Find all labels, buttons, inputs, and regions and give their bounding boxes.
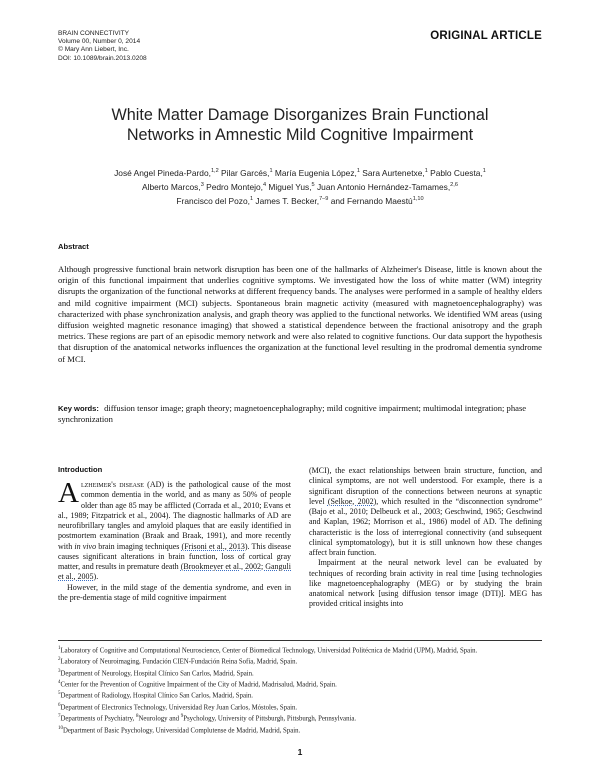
affiliation-marker: 1,2 [210, 168, 219, 174]
title-line-2: Networks in Amnestic Mild Cognitive Impairment [126, 126, 474, 144]
abstract-heading: Abstract [58, 242, 89, 251]
author: Pedro Montejo, [203, 182, 263, 192]
affiliation-marker: 1,10 [412, 196, 424, 203]
footnote: $^7$Departments of Psychiatry, $^8$Neurology and $^9$Psychology, University of Pittsburgh, Pittsburgh, Pennsylvania. [58, 714, 357, 723]
paragraph: Alzheimer's disease (AD) is the pathological cause of the most common dementia in the world, and as many as 50% of people older than age 85 may be afflicted (Corrada et al., 2010; Evans et al., 1989; Fitzpatrick et al., 2004). The diagnostic hallmarks of AD are neurofibrillary tangles and amyloid plaques that are easily identified in postmortem examination (Braak and Braak, 1991), and more recently with in vivo brain imaging techniques (Frisoni et al., 2013). This disease causes significant alterations in brain function, loss of cortical gray matter, and results in premature death (Brookmeyer et al., 2002; Ganguli et al., 2005). [58, 477, 292, 582]
journal-name: BRAIN CONNECTIVITY [58, 30, 130, 37]
journal-header [58, 30, 147, 63]
footnote: $^2$Laboratory of Neuroimaging, Fundación CIEN-Fundación Reina Sofía, Madrid, Spain. [58, 657, 298, 666]
doi-line: DOI: 10.1089/brain.2013.0208 [58, 54, 147, 62]
affiliation-marker: 1 [482, 168, 486, 174]
author: Alberto Marcos, [142, 182, 201, 192]
affiliation-marker: 1 [249, 196, 254, 203]
title-line-1: White Matter Damage Disorganizes Brain Functional [111, 106, 489, 124]
author: José Angel Pineda-Pardo, [114, 167, 211, 178]
author: Pablo Cuesta, [427, 167, 483, 178]
author: Juan Antonio Hernández-Tamames, [314, 182, 451, 192]
author-line-2 [58, 179, 542, 193]
copyright-line: © Mary Ann Liebert, Inc. [58, 46, 129, 54]
author: María Eugenia López, [272, 167, 357, 178]
affiliation-marker: 1 [269, 168, 273, 174]
volume-info: Volume 00, Number 0, 2014 [58, 38, 141, 46]
drop-cap: A [58, 477, 79, 509]
footnote: $^{10}$Department of Basic Psychology, Universidad Complutense de Madrid, Madrid, Spain. [58, 725, 301, 734]
affiliation-marker: 7–9 [319, 196, 329, 203]
footnote: $^5$Department of Radiology, Hospital Clínico San Carlos, Madrid, Spain. [58, 691, 253, 700]
abstract-text: Although progressive functional brain network disruption has been one of the hallmarks of Alzheimer's Disease, little is known about the origin of this functional impairment that underlies cognitive symptoms. We investigated how the loss of white matter (WM) integrity disrupts the organization of the functional networks at different frequency bands. The analyses were performed in a sample of healthy elders and mild cognitive impairment (MCI) subjects. Spontaneous brain magnetic activity (measured with magnetoencephalography) was characterized with phase synchronization analysis, and graph theory was applied to the functional networks. We identified WM areas (using diffusion weighted magnetic resonance imaging) that showed a statistical dependence between the fractional anisotropy and the graph metrics. These regions are part of an episodic memory network and were also related to cognitive functions. Our data support the hypothesis that disruption of the anatomical networks influences the organization at the functional level resulting in the prodromal dementia syndrome of MCI. [58, 264, 542, 364]
keywords-label: Key words: [58, 404, 99, 413]
affiliation-marker: 1 [424, 168, 428, 174]
footnote: $^4$Center for the Prevention of Cognitive Impairment of the City of Madrid, Madrisalud, Madrid, Spain. [58, 680, 337, 689]
paper-title [58, 105, 542, 145]
footnote: $^1$Laboratory of Cognitive and Computational Neuroscience, Center of Biomedical Technology, Universidad Politécnica de Madrid (UPM), Madrid, Spain. [58, 646, 478, 655]
footnote-divider [58, 640, 542, 641]
affiliations-footnotes [58, 644, 542, 735]
author-line-3 [58, 193, 542, 207]
article-type-label: ORIGINAL ARTICLE [430, 30, 542, 42]
affiliation-marker: 1 [356, 168, 360, 174]
body-column-left [58, 477, 292, 603]
footnote: $^3$Department of Neurology, Hospital Clínico San Carlos, Madrid, Spain. [58, 668, 254, 677]
author: Miguel Yus, [266, 182, 312, 192]
author-list [58, 165, 542, 208]
citation-link[interactable]: (Brookmeyer et al., 2002; Ganguli et al., 2005) [58, 562, 291, 582]
introduction-heading: Introduction [58, 465, 103, 474]
citation-link[interactable]: (Frisoni et al., 2013) [181, 541, 248, 551]
affiliation-marker: 4 [262, 182, 267, 189]
affiliation-marker: 3 [200, 182, 204, 189]
body-column-right [309, 466, 542, 610]
author: Sara Aurtenetxe, [359, 167, 425, 178]
citation-link[interactable]: (Selkoe, 2002) [327, 496, 377, 506]
paragraph: However, in the mild stage of the dementia syndrome, and even in the pre-dementia stage of mild cognitive impairment [58, 582, 291, 602]
keywords [58, 403, 542, 425]
author: and Fernando Maestú [328, 196, 413, 207]
paragraph: Impairment at the neural network level can be evaluated by techniques of recording brain activity in real time [using technologies like magnetoencephalography (MEG) or by studying the brain anatomical network [using diffusion tensor image (DTI)]. MEG has provided critical insights into [309, 558, 542, 609]
lead-term: lzheimer's disease [80, 480, 144, 489]
affiliation-marker: 5 [311, 182, 315, 189]
keywords-text: diffusion tensor image; graph theory; magnetoencephalography; mild cognitive impairment; multimodal integration; phase synchronization [58, 403, 527, 425]
author: Pilar Garcés, [218, 167, 270, 178]
author: James T. Becker, [253, 196, 320, 207]
paragraph: (MCI), the exact relationships between brain structure, function, and clinical symptoms, are not well understood. For example, there is a significant disruption of the connections between neurons at synaptic level (Selkoe, 2002), which resulted in the “disconnection syndrome” (Bajo et al., 2010; Delbeuck et al., 2003; Geschwind, 1965; Geschwind and Kaplan, 1962; Morrison et al., 1986) model of AD. The defining characteristic is the loss of interregional connectivity (and subsequent clinical symptomatology), but it is still unknown how these changes affect brain function. [309, 466, 542, 557]
page-number: 1 [297, 747, 303, 757]
author: Francisco del Pozo, [176, 196, 250, 207]
affiliation-marker: 2,6 [450, 182, 458, 189]
footnote: $^6$Department of Electronics Technology, Universidad Rey Juan Carlos, Móstoles, Spain. [58, 702, 298, 712]
author-line-1 [58, 165, 542, 179]
